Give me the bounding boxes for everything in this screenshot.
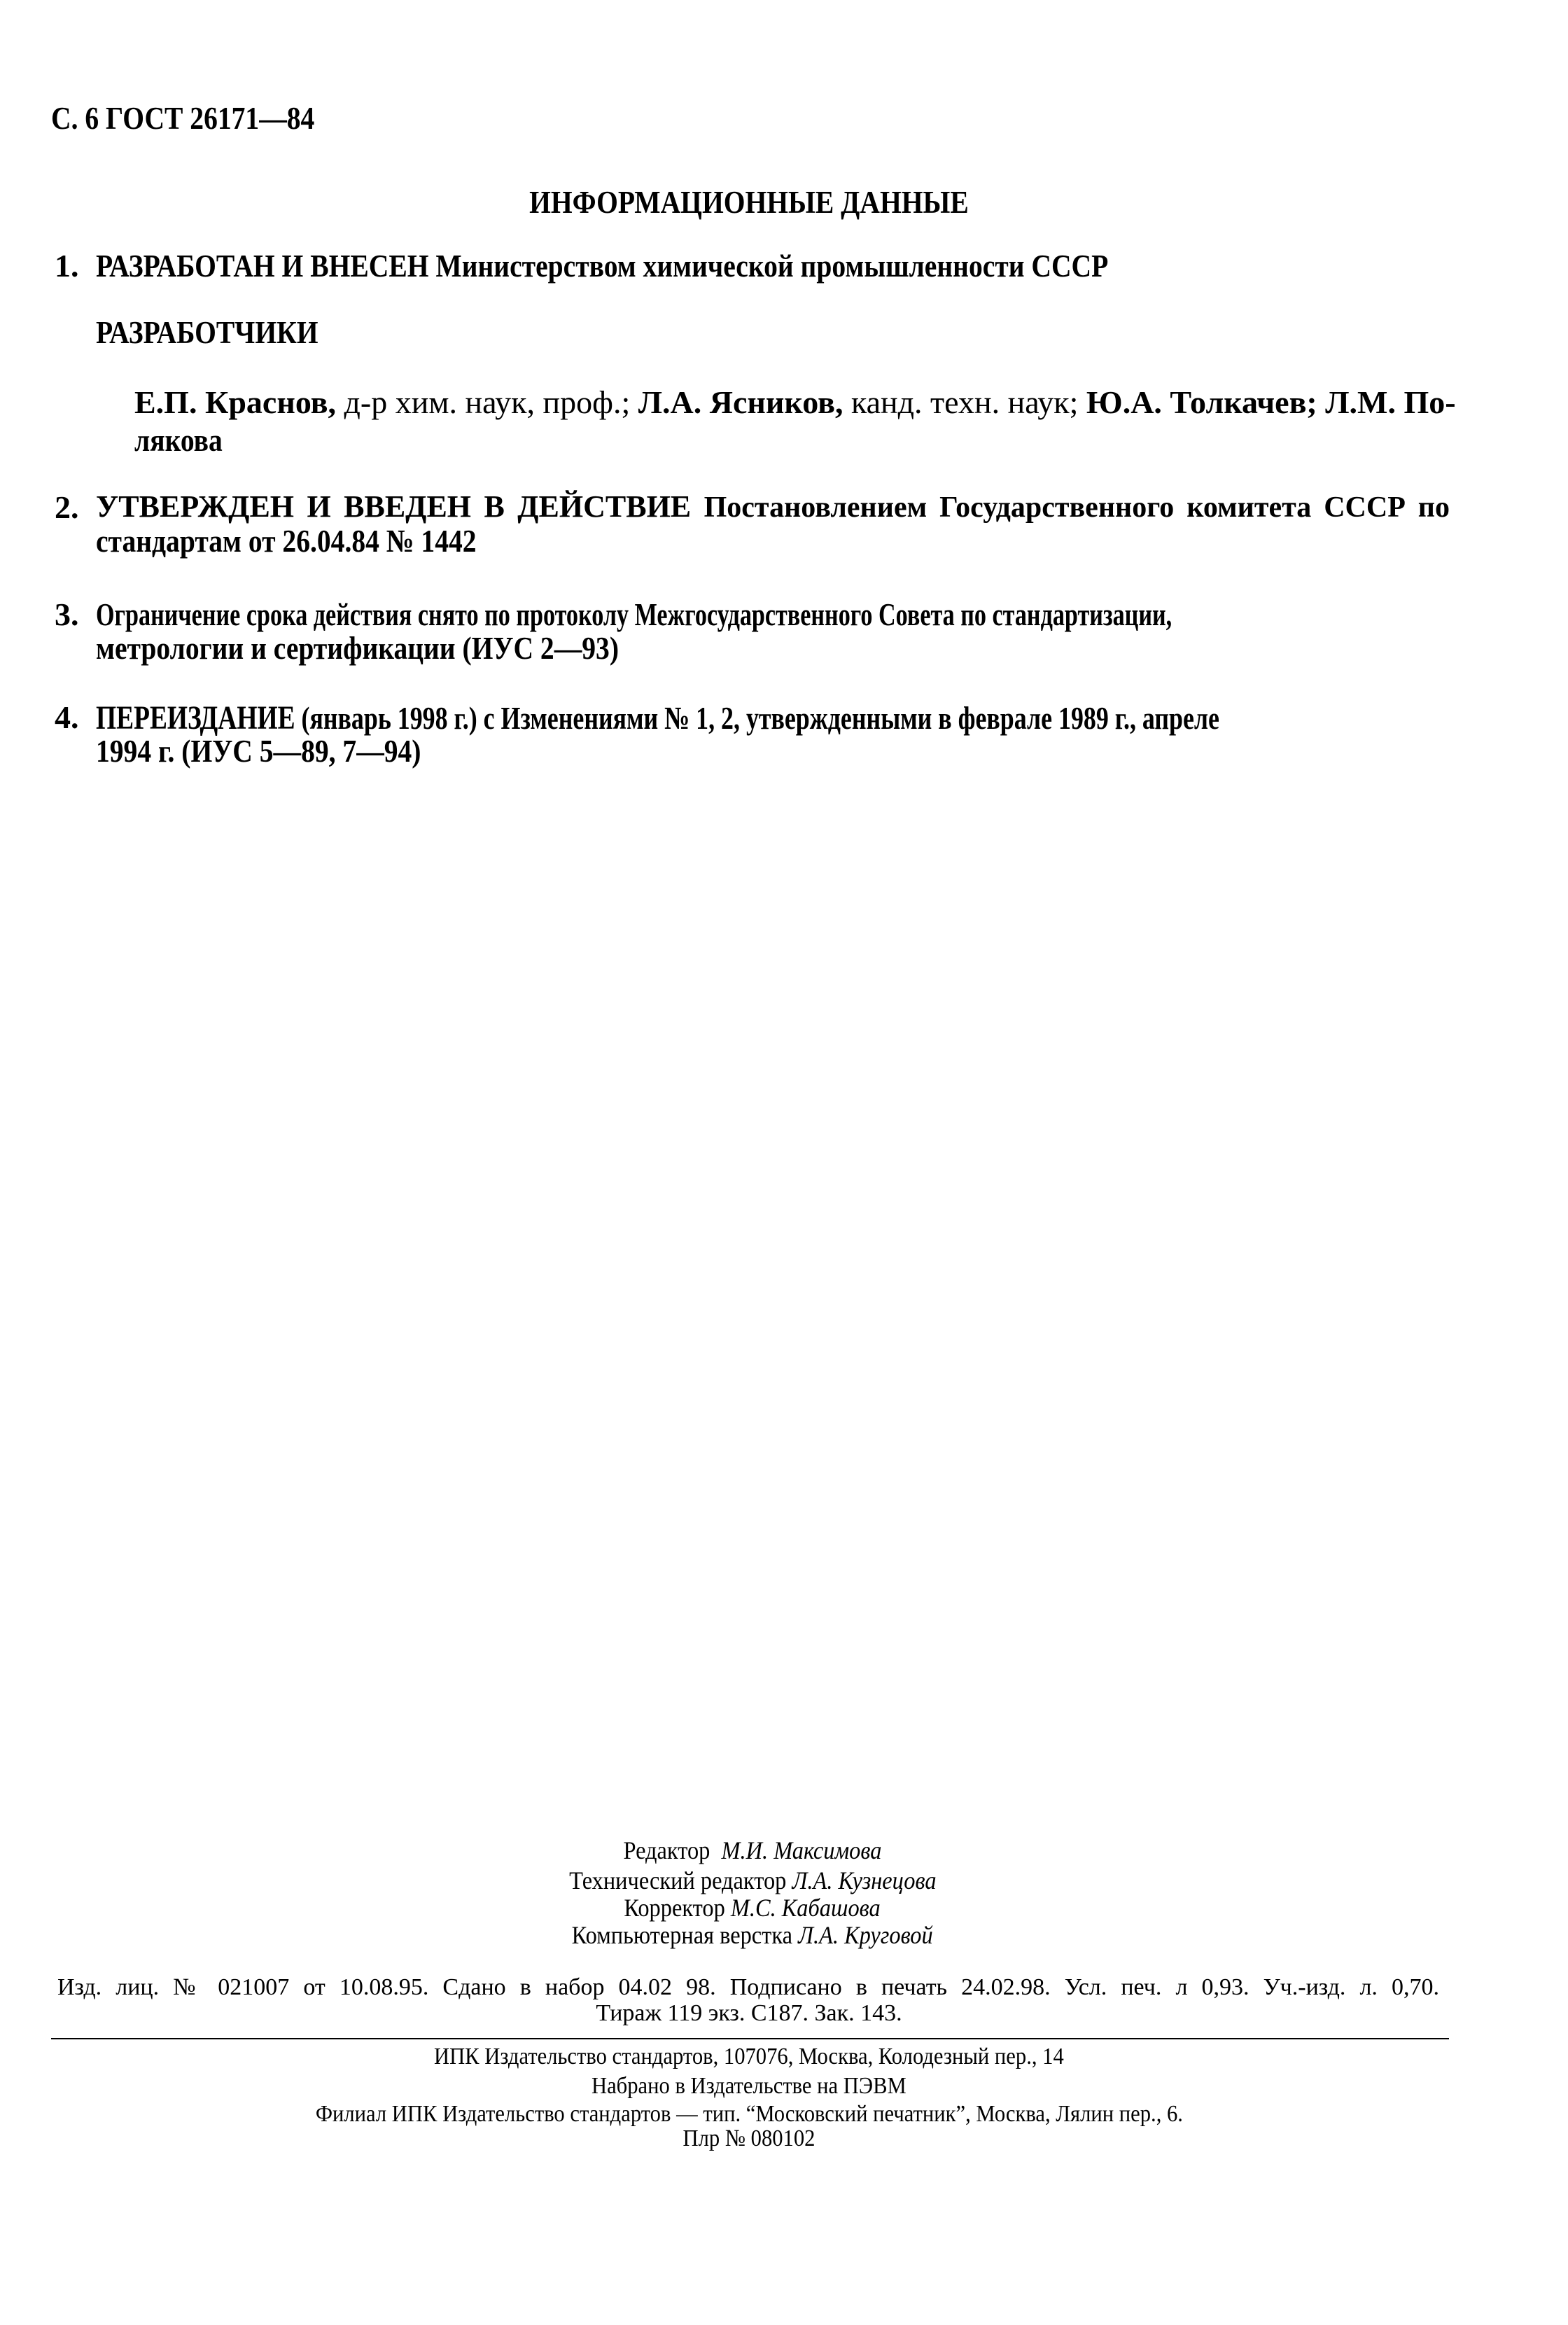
editor-row: Компьютерная верстка Л.А. Круговой (571, 1921, 933, 1949)
item-line-2: стандартам от 26.04.84 № 1442 (96, 523, 477, 559)
item-number: 4. (55, 699, 79, 735)
item-line-1: Ограничение срока действия снято по протоколу Межгосударственного Совета по стандартизации, (96, 596, 1172, 632)
page-header: С. 6 ГОСТ 26171—84 (51, 100, 315, 136)
item-line-2: 1994 г. (ИУС 5—89, 7—94) (96, 733, 421, 769)
page-title: ИНФОРМАЦИОННЫЕ ДАННЫЕ (529, 184, 969, 220)
item-number: 2. (55, 489, 79, 525)
authors-line-2: лякова (134, 422, 223, 458)
publication-line-1: Изд. лиц. № 021007 от 10.08.95. Сдано в набор 04.02 98. Подписано в печать 24.02.98. Усл. печ. л 0,93. Уч.-изд. л. 0,70. (57, 1974, 1439, 2000)
editor-row: Технический редактор Л.А. Кузнецова (568, 1866, 937, 1894)
editor-row: Корректор М.С. Кабашова (624, 1894, 881, 1922)
authors-line-1: Е.П. Краснов, д-р хим. наук, проф.; Л.А. Ясников, канд. техн. наук; Ю.А. Толкачев; Л.М. По- (134, 384, 1456, 420)
item-number: 1. (55, 248, 79, 284)
item-line-2: метрологии и сертификации (ИУС 2—93) (96, 630, 620, 666)
publication-line-2: Тираж 119 экз. С187. Зак. 143. (596, 2000, 902, 2026)
item-text: РАЗРАБОТАН И ВНЕСЕН Министерством химической промышленности СССР (96, 248, 1109, 284)
editor-row: Редактор М.И. Максимова (623, 1836, 882, 1864)
item-number: 3. (55, 596, 79, 632)
imprint-line: Набрано в Издательстве на ПЭВМ (592, 2073, 906, 2099)
imprint-line: ИПК Издательство стандартов, 107076, Москва, Колодезный пер., 14 (434, 2044, 1064, 2069)
item-line-1: ПЕРЕИЗДАНИЕ (январь 1998 г.) с Изменениями № 1, 2, утвержденными в феврале 1989 г., апреле (96, 699, 1219, 736)
imprint-line: Филиал ИПК Издательство стандартов — тип. “Московский печатник”, Москва, Лялин пер., 6. (315, 2101, 1183, 2127)
divider-rule (51, 2038, 1449, 2039)
developers-heading: РАЗРАБОТЧИКИ (96, 314, 318, 350)
imprint-line: Плр № 080102 (682, 2125, 816, 2151)
item-line-1: УТВЕРЖДЕН И ВВЕДЕН В ДЕЙСТВИЕ Постановлением Государственного комитета СССР по (96, 489, 1450, 524)
